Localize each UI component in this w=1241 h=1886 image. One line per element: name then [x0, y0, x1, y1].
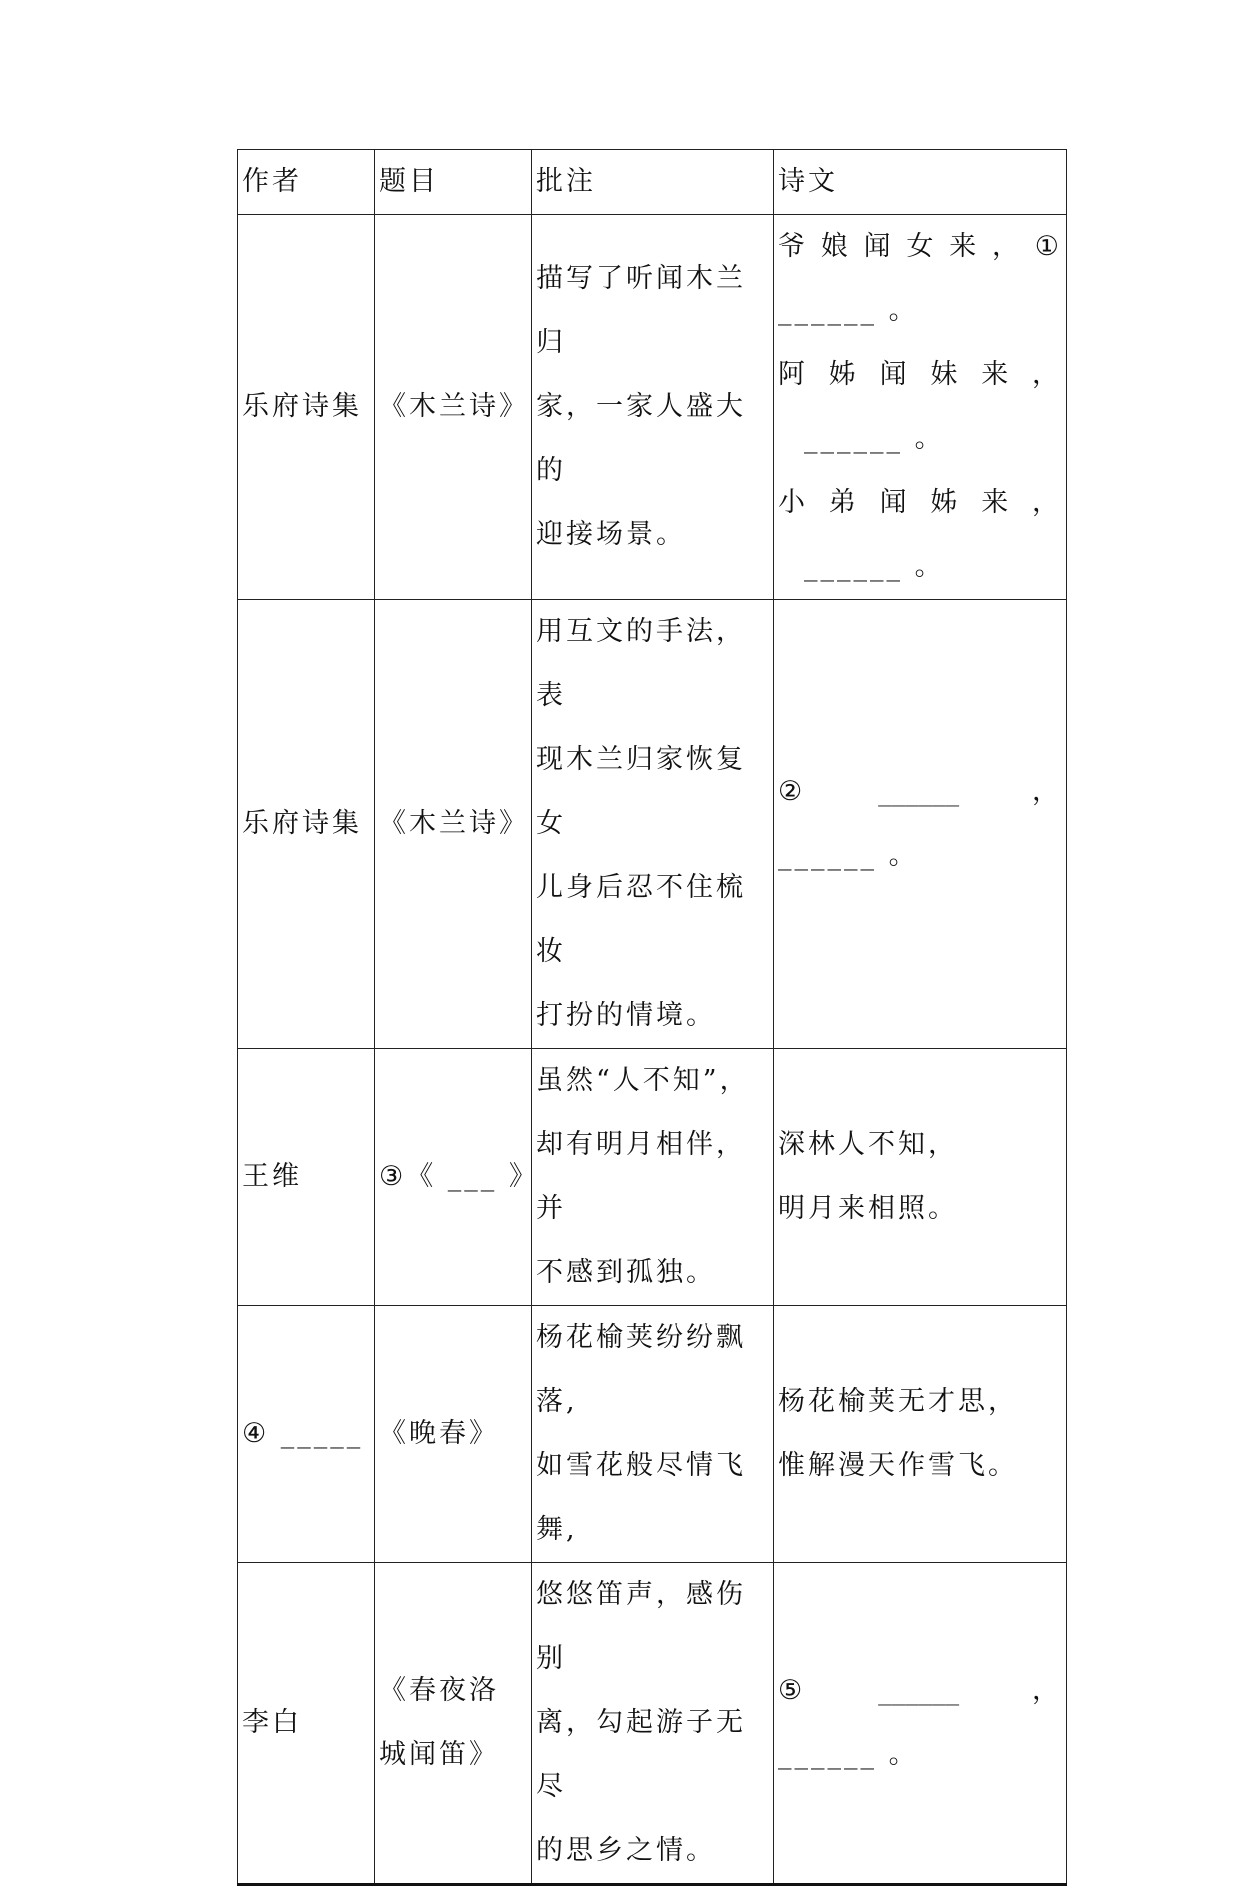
row-author: 李白 — [238, 1563, 375, 1885]
table-row — [238, 215, 1067, 600]
poem-line: 阿 姊 闻 妹 来 ， — [778, 359, 1062, 390]
note-line: 儿身后忍不住梳妆 — [536, 872, 746, 967]
answer-blank[interactable]: ______ — [878, 1675, 960, 1706]
answer-blank[interactable]: ______ 。 — [778, 840, 919, 871]
row-note — [532, 1049, 774, 1306]
note-line: 现木兰归家恢复女 — [536, 744, 746, 839]
header-note: 批注 — [532, 150, 774, 215]
row-title: 《木兰诗》 — [375, 600, 532, 1049]
header-text: 诗文 — [774, 150, 1067, 215]
answer-blank[interactable]: ______ 。 — [778, 295, 919, 326]
row-note — [532, 215, 774, 600]
table-row — [238, 600, 1067, 1049]
answer-blank[interactable]: ______ 。 — [778, 1739, 919, 1770]
note-line: 离，勾起游子无尽 — [536, 1707, 746, 1802]
note-line: 打扮的情境。 — [536, 1000, 716, 1031]
row-title-blank[interactable]: ③《 ___ 》 — [375, 1049, 532, 1306]
poem-line: 杨花榆荚无才思， — [778, 1386, 1018, 1417]
header-row — [238, 150, 1067, 215]
poem-line: ② ______ ， — [778, 760, 1062, 824]
row-note — [532, 1306, 774, 1563]
note-line: 用互文的手法，表 — [536, 616, 746, 711]
row-author: 乐府诗集 — [238, 215, 375, 600]
row-note — [532, 600, 774, 1049]
note-line: 的思乡之情。 — [536, 1835, 716, 1866]
row-poem-text — [774, 600, 1067, 1049]
note-line: 如雪花般尽情飞舞, — [536, 1450, 746, 1545]
header-author: 作者 — [238, 150, 375, 215]
note-line: 却有明月相伴，并 — [536, 1129, 746, 1224]
table-row — [238, 1563, 1067, 1885]
poem-line: 深林人不知， — [778, 1129, 958, 1160]
note-line: 悠悠笛声，感伤别 — [536, 1579, 746, 1674]
row-title: 《晚春》 — [375, 1306, 532, 1563]
answer-blank[interactable]: ______ 。 — [804, 551, 945, 582]
row-poem-text — [774, 1049, 1067, 1306]
note-line: 不感到孤独。 — [536, 1257, 716, 1288]
row-note — [532, 1563, 774, 1885]
note-line: 迎接场景。 — [536, 519, 686, 550]
poem-line: ⑤ ______ ， — [778, 1659, 1062, 1723]
note-line: 家，一家人盛大的 — [536, 391, 746, 486]
row-author: 王维 — [238, 1049, 375, 1306]
table-row — [238, 1049, 1067, 1306]
answer-blank[interactable]: ______ — [878, 776, 960, 807]
row-title: 《木兰诗》 — [375, 215, 532, 600]
poem-line: 小 弟 闻 姊 来 ， — [778, 487, 1062, 518]
answer-blank[interactable]: ______ 。 — [804, 423, 945, 454]
note-line: 杨花榆荚纷纷飘落, — [536, 1322, 746, 1417]
poem-line: 爷 娘 闻 女 来 ， ① — [778, 231, 1062, 262]
row-author: 乐府诗集 — [238, 600, 375, 1049]
poem-table — [237, 149, 1067, 1886]
note-line: 虽然“人不知”， — [536, 1065, 750, 1096]
row-poem-text — [774, 1563, 1067, 1885]
row-poem-text — [774, 215, 1067, 600]
row-poem-text — [774, 1306, 1067, 1563]
row-title: 《春夜洛城闻笛》 — [375, 1563, 532, 1885]
poem-line: 惟解漫天作雪飞。 — [778, 1450, 1018, 1481]
header-title: 题目 — [375, 150, 532, 215]
note-line: 描写了听闻木兰归 — [536, 263, 746, 358]
poem-line: 明月来相照。 — [778, 1193, 958, 1224]
row-author-blank[interactable]: ④ _____ — [238, 1306, 375, 1563]
table-row — [238, 1306, 1067, 1563]
